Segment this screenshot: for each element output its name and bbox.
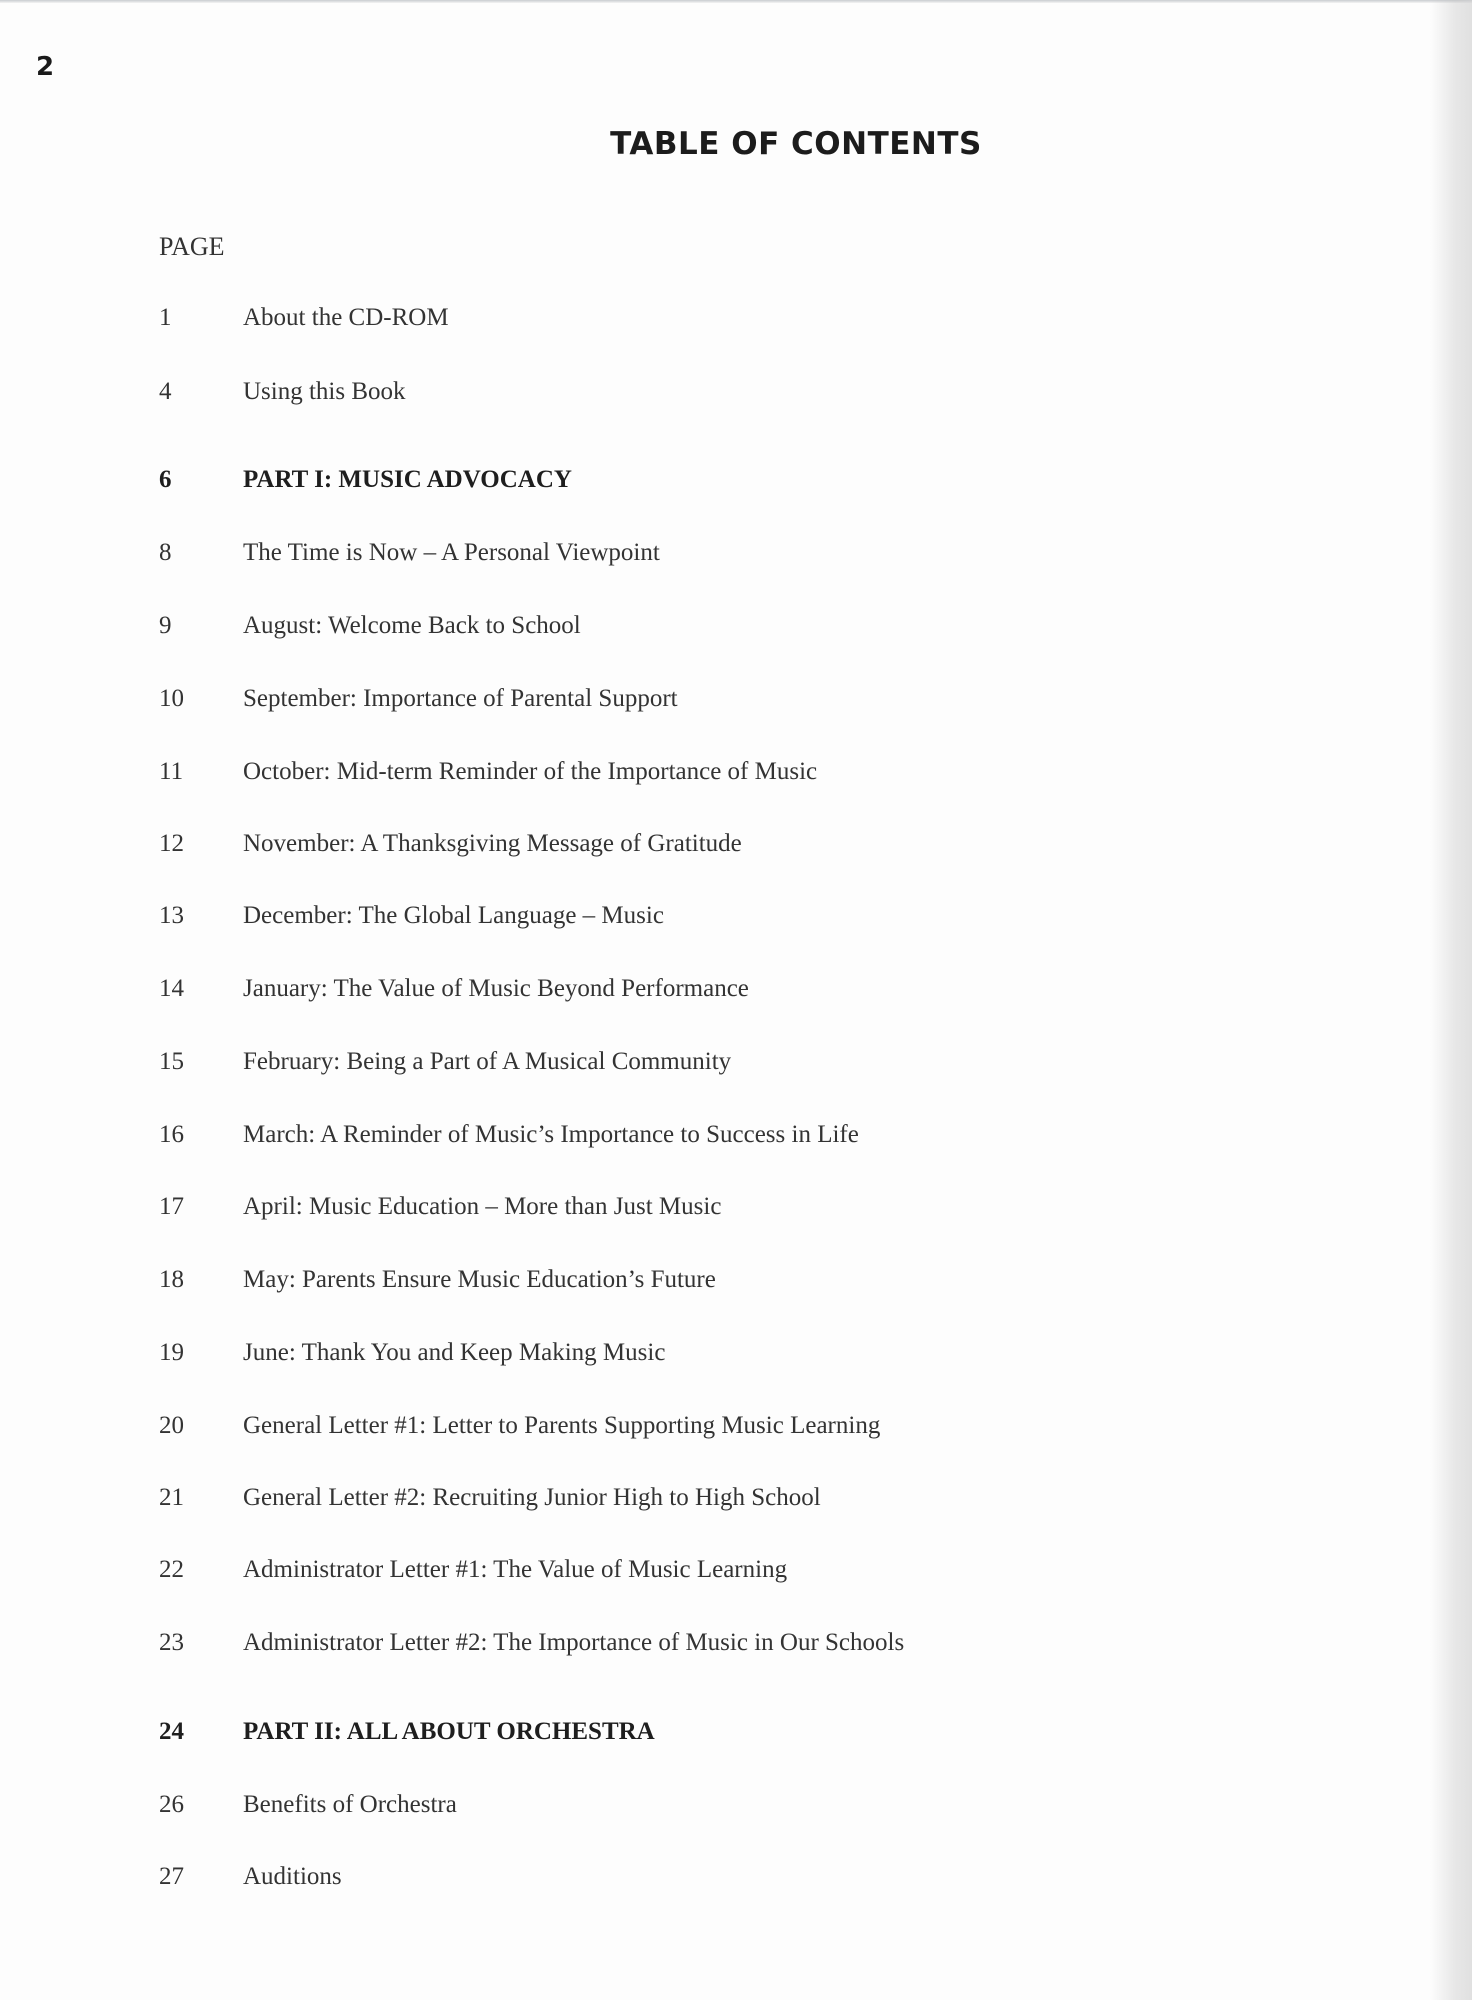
toc-entry (0, 1556, 1400, 1592)
toc-entry (0, 304, 1400, 340)
toc-entry-page: 20 (159, 1412, 184, 1439)
toc-entry (0, 1121, 1400, 1157)
toc-entry-page: 12 (159, 830, 184, 857)
toc-entry-page: 16 (159, 1121, 184, 1148)
toc-entry-title: August: Welcome Back to School (243, 612, 581, 639)
toc-part-heading (0, 466, 1400, 502)
page-number: 2 (36, 52, 55, 82)
toc-entry (0, 539, 1400, 575)
toc-entry-page: 23 (159, 1629, 184, 1656)
toc-entry-page: 26 (159, 1791, 184, 1818)
toc-entry-page: 9 (159, 612, 172, 639)
toc-entry-title: Benefits of Orchestra (243, 1791, 457, 1818)
toc-entry-title: Using this Book (243, 378, 406, 405)
page-title: TABLE OF CONTENTS (610, 126, 982, 162)
toc-entry-title: PART I: MUSIC ADVOCACY (243, 466, 572, 493)
toc-entry-page: 13 (159, 902, 184, 929)
toc-entry (0, 902, 1400, 938)
toc-entry (0, 1266, 1400, 1302)
toc-entry-title: PART II: ALL ABOUT ORCHESTRA (243, 1718, 655, 1745)
toc-entry-title: October: Mid-term Reminder of the Importance of Music (243, 758, 818, 785)
toc-entry-title: About the CD-ROM (243, 304, 449, 331)
toc-entry-title: Administrator Letter #2: The Importance of Music in Our Schools (243, 1629, 905, 1656)
toc-entry-page: 8 (159, 539, 172, 566)
page-top-edge (0, 0, 1472, 3)
page-column-header: PAGE (159, 232, 225, 261)
toc-entry-page: 6 (159, 466, 172, 493)
toc-entry (0, 1863, 1400, 1899)
toc-entry-title: December: The Global Language – Music (243, 902, 664, 929)
toc-entry-page: 21 (159, 1484, 184, 1511)
toc-entry-page: 22 (159, 1556, 184, 1583)
toc-entry-title: February: Being a Part of A Musical Community (243, 1048, 732, 1075)
page-binding-shadow (1430, 0, 1472, 2000)
toc-entry-page: 27 (159, 1863, 184, 1890)
toc-entry-title: The Time is Now – A Personal Viewpoint (243, 539, 660, 566)
toc-entry-title: General Letter #1: Letter to Parents Supporting Music Learning (243, 1412, 881, 1439)
toc-entry-page: 19 (159, 1339, 184, 1366)
toc-entry-page: 18 (159, 1266, 184, 1293)
toc-entry (0, 685, 1400, 721)
toc-entry (0, 830, 1400, 866)
toc-entry (0, 1484, 1400, 1520)
toc-entry-page: 10 (159, 685, 184, 712)
toc-entry-page: 14 (159, 975, 184, 1002)
toc-entry-title: January: The Value of Music Beyond Performance (243, 975, 749, 1002)
toc-entry (0, 1791, 1400, 1827)
toc-entry (0, 758, 1400, 794)
toc-entry-page: 4 (159, 378, 172, 405)
toc-entry-page: 24 (159, 1718, 184, 1745)
toc-entry-title: Administrator Letter #1: The Value of Music Learning (243, 1556, 788, 1583)
toc-entry-title: Auditions (243, 1863, 342, 1890)
toc-entry (0, 1048, 1400, 1084)
toc-entry-page: 1 (159, 304, 172, 331)
toc-entry-title: April: Music Education – More than Just Music (243, 1193, 722, 1220)
toc-entry-page: 11 (159, 758, 184, 785)
toc-entry (0, 975, 1400, 1011)
toc-entry-page: 15 (159, 1048, 184, 1075)
toc-entry-title: November: A Thanksgiving Message of Gratitude (243, 830, 742, 857)
toc-entry-title: General Letter #2: Recruiting Junior High to High School (243, 1484, 821, 1511)
toc-part-heading (0, 1718, 1400, 1754)
toc-entry (0, 1339, 1400, 1375)
toc-entry (0, 1412, 1400, 1448)
toc-entry-title: March: A Reminder of Music’s Importance to Success in Life (243, 1121, 859, 1148)
toc-entry (0, 1629, 1400, 1665)
toc-entry (0, 378, 1400, 414)
toc-entry-page: 17 (159, 1193, 184, 1220)
toc-entry-title: May: Parents Ensure Music Education’s Future (243, 1266, 716, 1293)
toc-entry-title: September: Importance of Parental Support (243, 685, 678, 712)
toc-entry (0, 1193, 1400, 1229)
toc-entry-title: June: Thank You and Keep Making Music (243, 1339, 666, 1366)
toc-entry (0, 612, 1400, 648)
